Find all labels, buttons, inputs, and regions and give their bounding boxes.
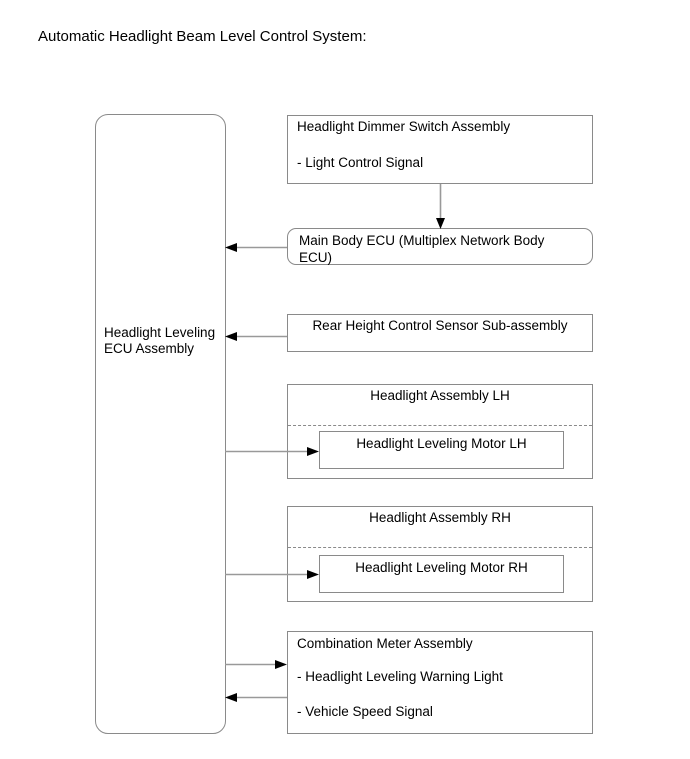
headlight-assembly-lh-title: Headlight Assembly LH (370, 388, 510, 403)
rear-height-sensor-label: Rear Height Control Sensor Sub-assembly (312, 318, 568, 333)
headlight-leveling-ecu-label: Headlight Leveling ECU Assembly (104, 325, 216, 356)
arrow-dimmer-to-mainbody-icon (436, 184, 445, 229)
main-body-ecu-label: Main Body ECU (Multiplex Network Body ECU) (299, 233, 545, 265)
dashed-divider (288, 425, 592, 426)
headlight-leveling-ecu-box (95, 114, 226, 734)
combination-meter-box (287, 631, 593, 734)
rear-height-sensor-box (287, 314, 593, 352)
leveling-warning-light-label: - Headlight Leveling Warning Light (297, 669, 503, 684)
headlight-assembly-lh-box (287, 384, 593, 479)
dashed-divider (288, 547, 592, 548)
combination-meter-title: Combination Meter Assembly (297, 636, 473, 651)
vehicle-speed-signal-label: - Vehicle Speed Signal (297, 704, 433, 719)
light-control-signal-label: - Light Control Signal (297, 155, 424, 170)
headlight-assembly-rh-box (287, 506, 593, 602)
main-body-ecu-box (287, 228, 593, 265)
dimmer-switch-box (287, 115, 593, 184)
leveling-motor-rh-label: Headlight Leveling Motor RH (355, 560, 528, 575)
arrow-mainbody-to-ecu-icon (225, 243, 287, 252)
page-title: Automatic Headlight Beam Level Control System: (38, 28, 367, 45)
leveling-motor-rh-box (319, 555, 564, 593)
leveling-motor-lh-box (319, 431, 564, 469)
leveling-motor-lh-label: Headlight Leveling Motor LH (356, 436, 527, 451)
headlight-assembly-rh-title: Headlight Assembly RH (369, 510, 511, 525)
dimmer-switch-title: Headlight Dimmer Switch Assembly (297, 119, 511, 134)
arrow-rear-sensor-to-ecu-icon (225, 332, 287, 341)
arrow-ecu-to-meter-icon (225, 660, 287, 669)
arrow-meter-to-ecu-icon (225, 693, 287, 702)
